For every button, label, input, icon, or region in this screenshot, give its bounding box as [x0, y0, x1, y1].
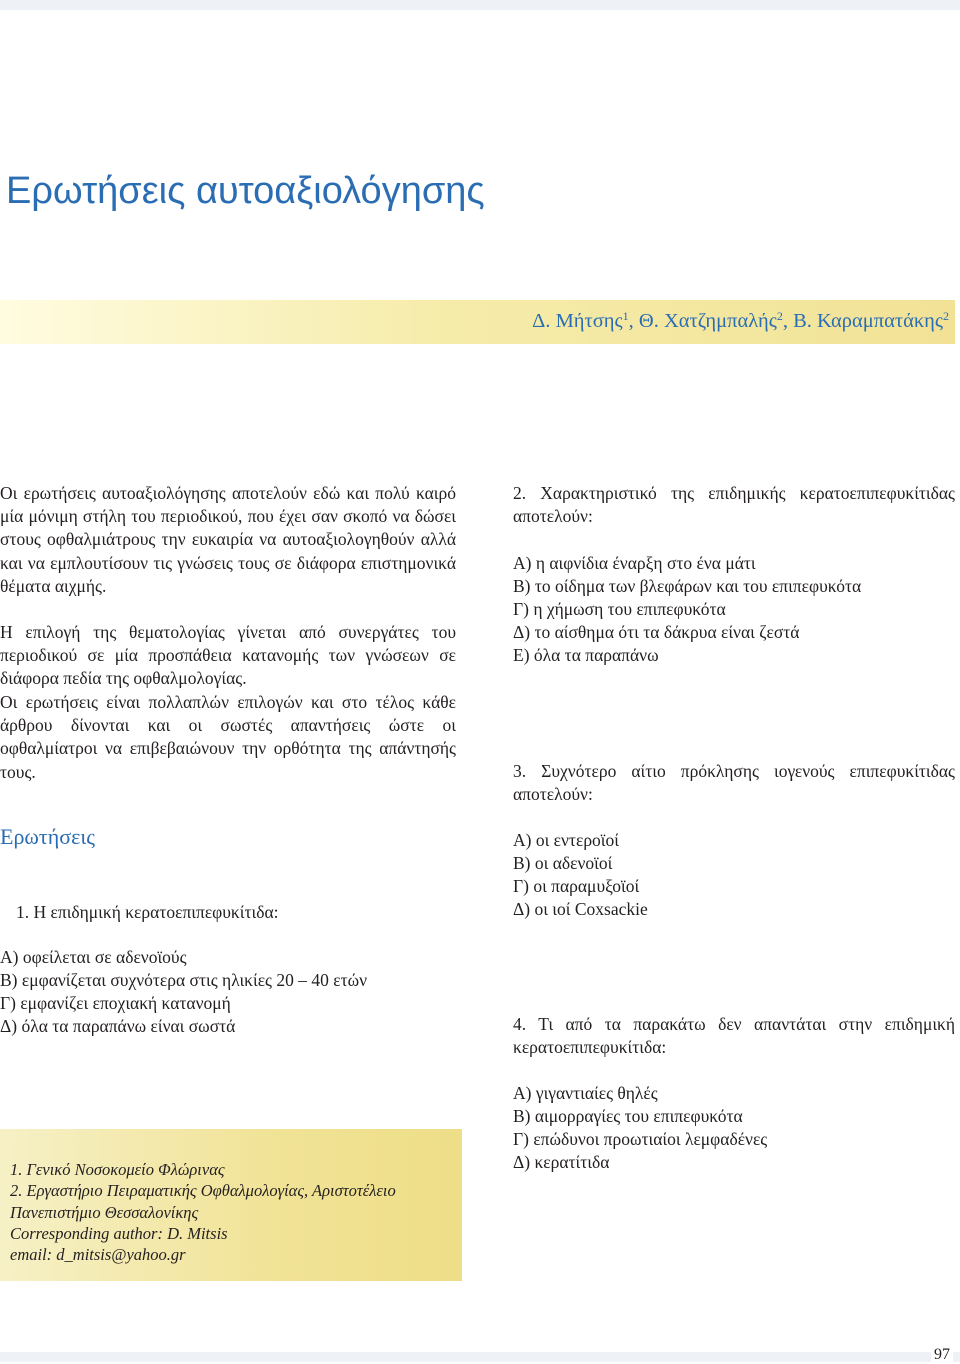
answer-option: Δ) το αίσθημα ότι τα δάκρυα είναι ζεστά: [513, 622, 800, 642]
affiliation-line: 1. Γενικό Νοσοκομείο Φλώρινας: [10, 1160, 225, 1179]
answer-option: Α) οφείλεται σε αδενοϊούς: [0, 947, 187, 967]
answer-option: Ε) όλα τα παραπάνω: [513, 645, 659, 665]
question-text: 4. Τι από τα παρακάτω δεν απαντάται στην επιδημική κερατοεπιπεφυκίτιδα:: [513, 1014, 955, 1058]
answer-option: Δ) κερατίτιδα: [513, 1152, 610, 1172]
answer-option: Β) το οίδημα των βλεφάρων και του επιπεφυκότα: [513, 576, 862, 596]
footer-strip: [0, 1352, 960, 1362]
author-name: Β. Καραμπατάκης: [793, 310, 943, 332]
affiliation-line: 2. Εργαστήριο Πειραματικής Οφθαλμολογίας, Αριστοτέλειο: [10, 1181, 396, 1201]
intro-paragraph: Οι ερωτήσεις αυτοαξιολόγησης αποτελούν εδώ και πολύ καιρό μία μόνιμη στήλη του περιοδικού, που έχει σαν σκοπό να δώσει στους οφθαλμιάτρους την ευκαιρία να αυτοαξιολογηθούν αλλά και να εμπλουτίσουν τις γνώσεις τους σε διάφορα επιστημονικά θέματα αιχμής.: [0, 483, 456, 596]
affiliation-mark: 2: [943, 309, 949, 323]
answer-option: Δ) όλα τα παραπάνω είναι σωστά: [0, 1016, 236, 1036]
affiliations-list: [10, 1159, 396, 1265]
affiliations-box: [0, 1129, 462, 1281]
intro-paragraph: Οι ερωτήσεις είναι πολλαπλών επιλογών και στο τέλος κάθε άρθρου δίνονται και οι σωστές απαντήσεις ώστε οι οφθαλμίατροι να επιβεβαιώνουν την ορθότητα της απάντησής τους.: [0, 692, 456, 782]
answer-option: Γ) εμφανίζει εποχιακή κατανομή: [0, 993, 231, 1013]
author-email: email: d_mitsis@yahoo.gr: [10, 1245, 186, 1265]
answer-option: Γ) επώδυνοι προωτιαίοι λεμφαδένες: [513, 1129, 768, 1149]
answer-option: Δ) οι ιοί Coxsackie: [513, 899, 648, 919]
questions-heading: Ερωτήσεις: [0, 824, 95, 849]
intro-paragraph: Η επιλογή της θεματολογίας γίνεται από συνεργάτες του περιοδικού σε μία προσπάθεια κατανομής των γνώσεων σε διάφορα πεδία της οφθαλμολογίας.: [0, 622, 456, 689]
answer-option: Β) οι αδενοϊοί: [513, 853, 613, 873]
header-strip: [0, 0, 960, 10]
authors-line: [532, 309, 949, 333]
corresponding-author: Corresponding author: D. Mitsis: [10, 1223, 228, 1243]
answer-option: Α) γιγαντιαίες θηλές: [513, 1083, 658, 1103]
question-text: 1. Η επιδημική κερατοεπιπεφυκίτιδα:: [16, 902, 279, 922]
answer-option: Α) οι εντεροϊοί: [513, 830, 619, 850]
affiliation-line: Πανεπιστήμιο Θεσσαλονίκης: [10, 1202, 199, 1222]
page-number: 97: [931, 1346, 953, 1364]
answer-option: Α) η αιφνίδια έναρξη στο ένα μάτι: [513, 553, 756, 573]
question-text: 3. Συχνότερο αίτιο πρόκλησης ιογενούς επιπεφυκίτιδας αποτελούν:: [513, 761, 955, 805]
page-title: Ερωτήσεις αυτοαξιολόγησης: [6, 170, 485, 212]
answer-option: Γ) η χήμωση του επιπεφυκότα: [513, 599, 726, 619]
author-name: Δ. Μήτσης: [532, 310, 623, 332]
affiliation-mark: 2: [776, 309, 783, 323]
answer-option: Β) αιμορραγίες του επιπεφυκότα: [513, 1106, 743, 1126]
authors-band: [0, 300, 955, 344]
answer-option: Β) εμφανίζεται συχνότερα στις ηλικίες 20 – 40 ετών: [0, 970, 368, 990]
answer-option: Γ) οι παραμυξοϊοί: [513, 876, 640, 896]
author-separator: ,: [782, 310, 794, 332]
author-name: Θ. Χατζημπαλής: [638, 310, 777, 332]
author-separator: ,: [628, 310, 639, 332]
affiliation-mark: 1: [622, 309, 629, 323]
question-text: 2. Χαρακτηριστικό της επιδημικής κερατοεπιπεφυκίτιδας αποτελούν:: [513, 483, 955, 527]
